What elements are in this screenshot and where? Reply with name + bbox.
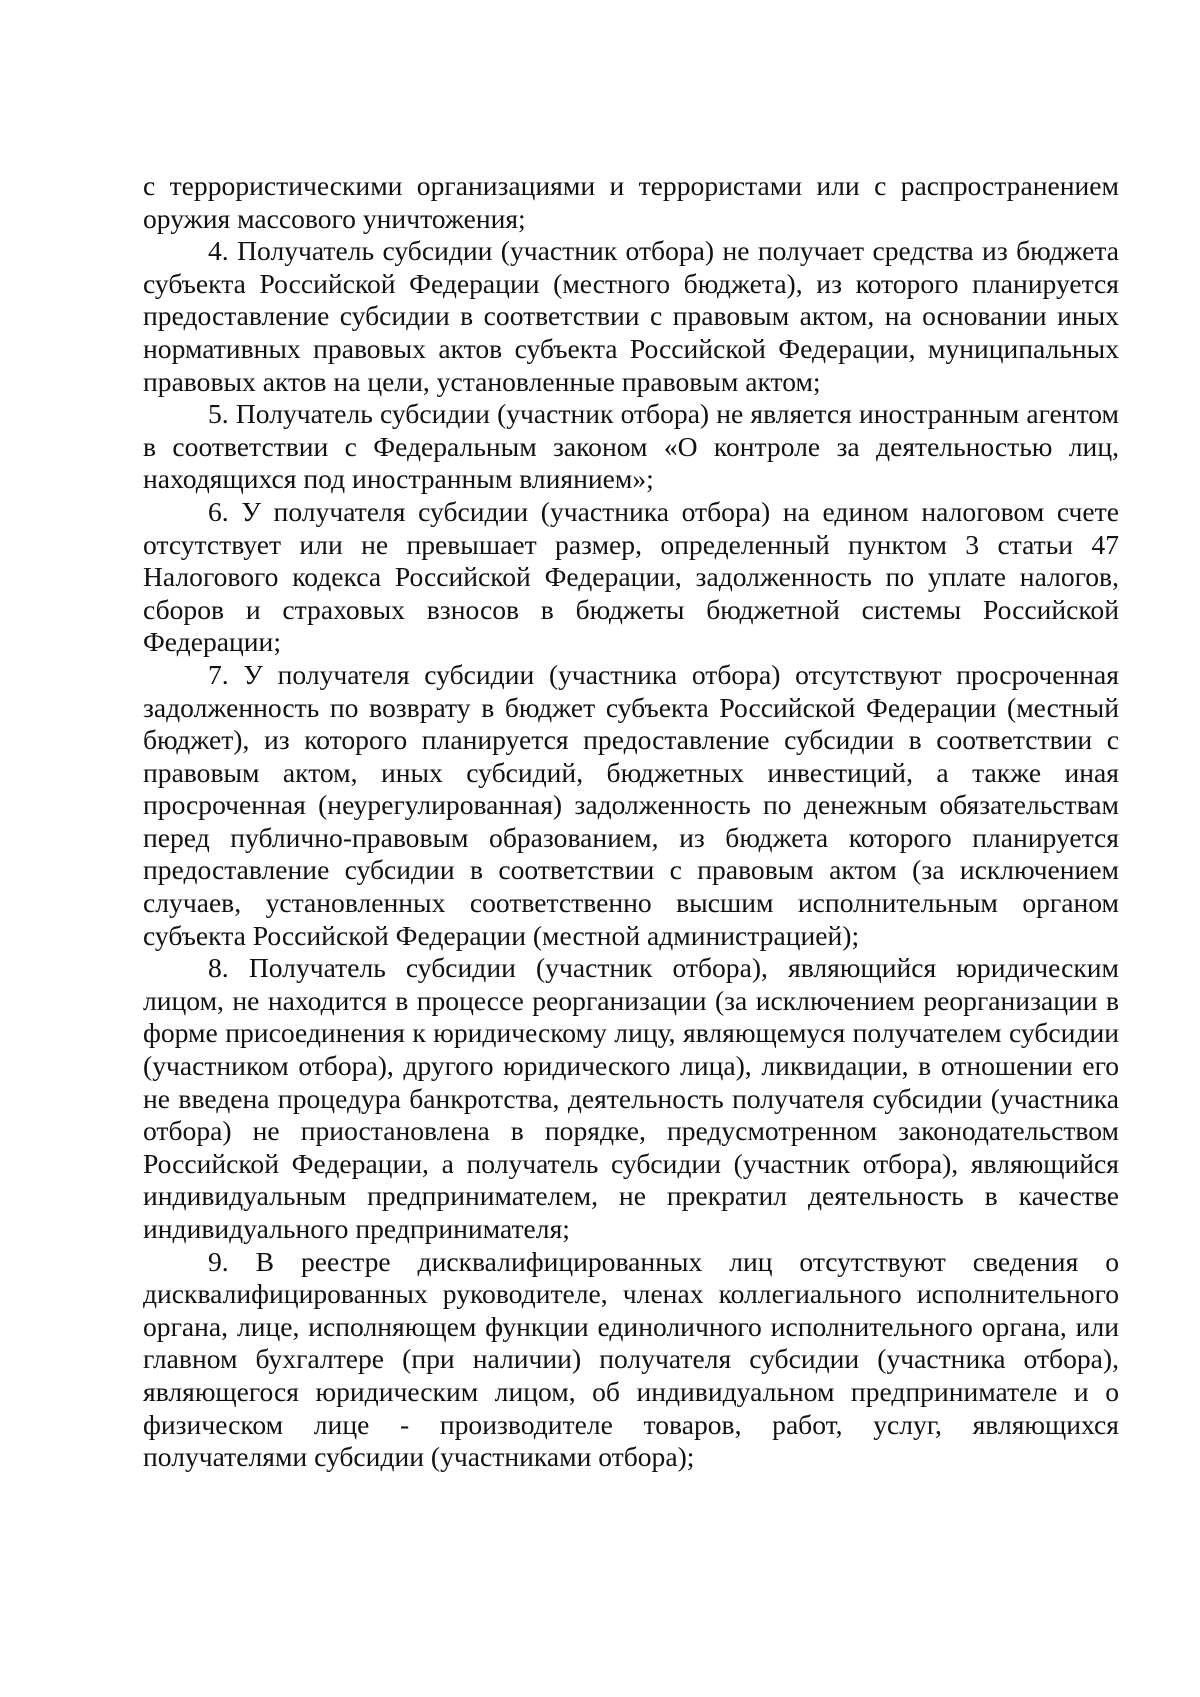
paragraph-item-6: 6. У получателя субсидии (участника отбора) на едином налоговом счете отсутствует или не превышает размер, определенный пунктом 3 статьи 47 Налогового кодекса Российской Федерации, задолженность по уплате налогов, сборов и страховых взносов в бюджеты бюджетной системы Российской Федерации;	[143, 495, 1119, 658]
paragraph-item-8: 8. Получатель субсидии (участник отбора), являющийся юридическим лицом, не находится в процессе реорганизации (за исключением реорганизации в форме присоединения к юридическому лицу, являющемуся получателем субсидии (участником отбора), другого юридического лица), ликвидации, в отношении его не введена процедура банкротства, деятельность получателя субсидии (участника отбора) не приостановлена в порядке, предусмотренном законодательством Российской Федерации, а получатель субсидии (участник отбора), являющийся индивидуальным предпринимателем, не прекратил деятельность в качестве индивидуального предпринимателя;	[143, 952, 1119, 1244]
paragraph-item-5: 5. Получатель субсидии (участник отбора) не является иностранным агентом в соответствии с Федеральным законом «О контроле за деятельностью лиц, находящихся под иностранным влиянием»;	[143, 398, 1119, 495]
paragraph-item-9: 9. В реестре дисквалифицированных лиц отсутствуют сведения о дисквалифицированных руководителе, членах коллегиального исполнительного органа, лице, исполняющем функции единоличного исполнительного органа, или главном бухгалтере (при наличии) получателя субсидии (участника отбора), являющегося юридическим лицом, об индивидуальном предпринимателе и о физическом лице - производителе товаров, работ, услуг, являющихся получателями субсидии (участниками отбора);	[143, 1245, 1119, 1473]
paragraph-continuation: с террористическими организациями и террористами или с распространением оружия массового уничтожения;	[143, 170, 1119, 234]
paragraph-item-4: 4. Получатель субсидии (участник отбора) не получает средства из бюджета субъекта Российской Федерации (местного бюджета), из которого планируется предоставление субсидии в соответствии с правовым актом, на основании иных нормативных правовых актов субъекта Российской Федерации, муниципальных правовых актов на цели, установленные правовым актом;	[143, 235, 1119, 397]
document-page	[143, 170, 1119, 1474]
paragraph-item-7: 7. У получателя субсидии (участника отбора) отсутствуют просроченная задолженность по возврату в бюджет субъекта Российской Федерации (местный бюджет), из которого планируется предоставление субсидии в соответствии с правовым актом, иных субсидий, бюджетных инвестиций, а также иная просроченная (неурегулированная) задолженность по денежным обязательствам перед публично-правовым образованием, из бюджета которого планируется предоставление субсидии в соответствии с правовым актом (за исключением случаев, установленных соответственно высшим исполнительным органом субъекта Российской Федерации (местной администрацией);	[143, 658, 1119, 951]
